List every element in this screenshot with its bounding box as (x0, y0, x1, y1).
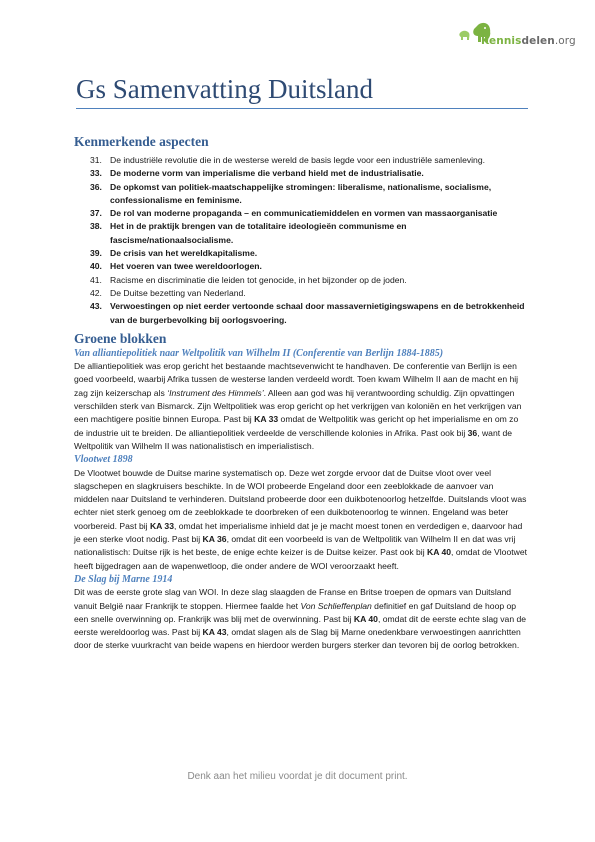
aspect-item (74, 167, 528, 180)
aspect-item (74, 247, 528, 260)
aspect-number: 37. (90, 208, 102, 219)
aspect-item (74, 300, 528, 327)
section-title-vlootwet: Vlootwet 1898 (74, 454, 133, 466)
footer-note: Denk aan het milieu voordat je dit document print. (187, 771, 408, 782)
aspect-text: Het in de praktijk brengen van de totalitaire ideologieën communisme en fascisme/nationaalsocialisme. (110, 221, 407, 245)
paragraph-slag-bij-marne: Dit was de eerste grote slag van WOI. In deze slag slaagden de Franse en Britse troepen de opmars van Duitsland vanuit België naar Frankrijk te stoppen. Hiermee faalde het Von Schlieffenplan definitief en gaf Duitsland de hoop op een snelle overwinning op. Frankrijk was blij met de overwinning. Past bij KA 40, omdat dit de eerste echte slag van de eerste wereldoorlog was. Past bij KA 43, omdat slagen als de Slag bij Marne onedenkbare verwoestingen aanrichtten door de sterke vuurkracht van beide wapens en hierdoor werden burgers sterker dan tevoren bij de oorlog betrokken. (74, 587, 527, 651)
paragraph-alliantiepolitiek: De alliantiepolitiek was erop gericht het bestaande machtsevenwicht te handhaven. De conferentie van Berlijn is een goed voorbeeld, waarbij Afrika tussen de westerse landen verdeeld wordt. Toen kwam Wilhelm II aan de macht en hij zag zijn keizerschap als ‘Instrument des Himmels’. Alleen aan god was hij verantwoording schuldig. Zijn opvattingen verschilden sterk van Bismarck. Zijn Weltpolitiek was erop gericht op het verkrijgen van koloniën en het verkrijgen van een machtigere positie binnen Europa. Past bij KA 33 omdat de Weltpolitik was gericht op het imperialisme en om zo de industrie uit te breiden. De alliantiepolitiek verdeelde de verschillende kolonies in Afrika. Past ook bij 36, want de Weltpolitik van Wilhelm II was nationalistisch en imperialistisch. (74, 361, 522, 451)
aspect-number: 42. (90, 287, 102, 298)
aspect-text: De rol van moderne propaganda – en communicatiemiddelen en vormen van massaorganisatie (110, 208, 498, 219)
aspect-item (74, 274, 528, 287)
aspect-item (74, 260, 528, 273)
heading-groene-blokken: Groene blokken (74, 330, 167, 346)
kennisdelen-logo (455, 18, 580, 58)
aspects-list (74, 154, 528, 327)
aspect-number: 36. (90, 181, 102, 192)
aspect-text: Het voeren van twee wereldoorlogen. (110, 261, 262, 272)
aspect-item (74, 220, 528, 247)
aspect-number: 39. (90, 248, 102, 259)
aspect-item (74, 207, 528, 220)
heading-kenmerkende-aspecten: Kenmerkende aspecten (74, 134, 209, 149)
paragraph-vlootwet: De Vlootwet bouwde de Duitse marine systematisch op. Deze wet zorgde ervoor dat de Duitse vloot over veel slagschepen en slagkruisers beschikte. In de WOI probeerde Engeland door een zeeblokkade de aanvoer van middelen naar Duitsland te verhinderen. Duitsland probeerde door een duikbotenoorlog hetzelfde. Duitslands vloot was echter niet sterk genoeg om de zeeblokkade te doorbreken of een duikbotenoorlog te winnen. Engeland was beter voorbereid. Past bij KA 33, omdat het imperialisme inhield dat je je macht moest tonen en verdedigen e, daarvoor had je een sterke vloot nodig. Past bij KA 36, omdat dit een voorbeeld is van de Weltpolitik van Wilhelm II en dat was vrij nationalistisch: Duitse rijk is het beste, de enige echte keizer is de Duitse keizer. Past ook bij KA 40, omdat de Vlootwet heeft bijgedragen aan de wapenwetloop, die onder andere de WOI veroorzaakt heeft. (74, 467, 528, 571)
document-body (74, 134, 528, 653)
aspect-number: 38. (90, 221, 102, 232)
section-title-slag-bij-marne: De Slag bij Marne 1914 (74, 573, 173, 585)
aspect-item (74, 287, 528, 300)
aspect-number: 31. (90, 155, 102, 165)
aspect-text: De crisis van het wereldkapitalisme. (110, 248, 258, 259)
aspect-text: De opkomst van politiek-maatschappelijke stromingen: liberalisme, nationalisme, socialisme, confessionalisme en feminisme. (110, 181, 492, 205)
aspect-text: Racisme en discriminatie die leiden tot genocide, in het bijzonder op de joden. (110, 274, 407, 285)
aspect-text: Verwoestingen op niet eerder vertoonde schaal door massavernietigingswapens en de betrokkenheid van de burgerbevolking bij oorlogsvoering. (110, 301, 525, 325)
aspect-number: 41. (90, 274, 102, 285)
logo-text: Kennisdelen.org (481, 35, 576, 47)
aspect-text: De moderne vorm van imperialisme die verband hield met de industrialisatie. (110, 168, 424, 179)
title-rule (76, 108, 528, 109)
document-title: Gs Samenvatting Duitsland (76, 74, 373, 104)
aspect-item (74, 154, 528, 167)
aspect-number: 33. (90, 168, 102, 179)
aspect-number: 43. (90, 301, 102, 312)
aspect-number: 40. (90, 261, 102, 272)
section-title-alliantiepolitiek: Van alliantiepolitiek naar Weltpolitik van Wilhelm II (Conferentie van Berlijn 1884-1885) (74, 347, 444, 359)
aspect-item (74, 181, 528, 208)
aspect-text: De industriële revolutie die in de westerse wereld de basis legde voor een industriële samenleving. (110, 155, 485, 165)
aspect-text: De Duitse bezetting van Nederland. (110, 287, 246, 298)
